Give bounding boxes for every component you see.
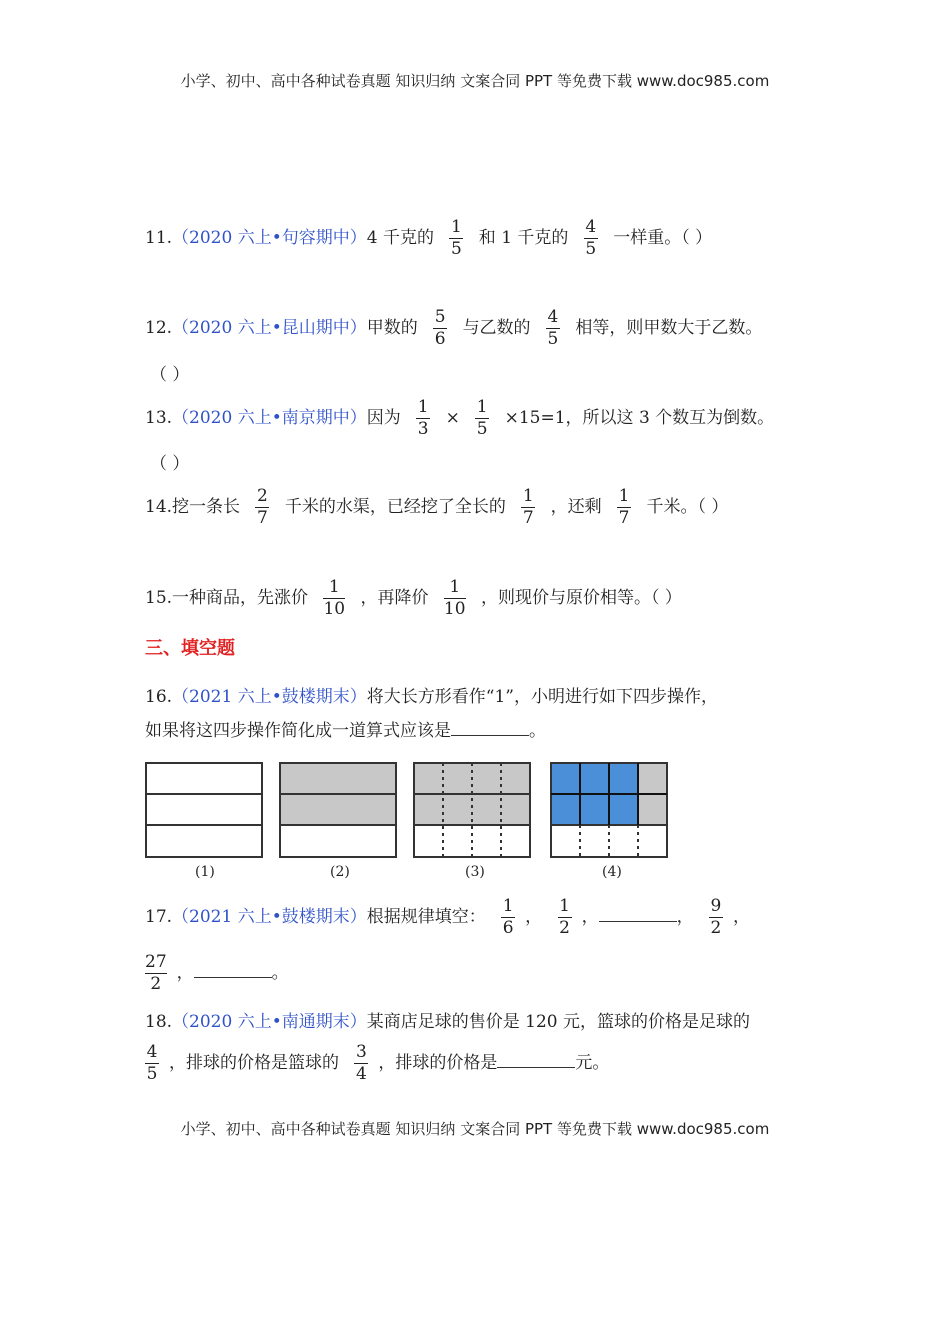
q11-fraction-1 (449, 218, 463, 259)
q18-number: 18. (145, 1012, 173, 1032)
q16-source: （2021 六上•鼓楼期末） (172, 687, 367, 707)
q17-sep: ， (676, 907, 694, 927)
q13-fraction-1 (416, 398, 430, 439)
q17-fraction-4 (145, 953, 167, 994)
denominator: 6 (434, 329, 446, 349)
q13-answer-paren: （ ） (150, 454, 190, 474)
q13-fraction-2 (475, 398, 489, 439)
caption-2: (2) (330, 864, 350, 880)
numerator: 1 (559, 896, 570, 916)
page-footer: 小学、初中、高中各种试卷真题 知识归纳 文案合同 PPT 等免费下载 www.doc985.com (180, 1120, 770, 1138)
q12-text3: 相等，则甲数大于乙数。 (575, 318, 763, 338)
q17-sep: ， (732, 907, 750, 927)
q14-text1: 挖一条长 (172, 497, 241, 517)
denominator: 2 (150, 974, 162, 994)
question-17 (145, 897, 750, 938)
numerator: 4 (585, 217, 597, 237)
denominator: 7 (257, 508, 268, 528)
q14-text4: 千米。（ ） (646, 497, 729, 517)
q17-sep: ， (525, 907, 543, 927)
numerator: 4 (146, 1042, 158, 1062)
q13-times: × (445, 408, 460, 428)
q15-fraction-1 (323, 578, 345, 619)
denominator: 5 (450, 239, 462, 259)
q12-number: 12. (145, 318, 173, 338)
question-18-line2 (135, 1043, 609, 1084)
q11-text1: 4 千克的 (366, 228, 434, 248)
numerator: 1 (328, 577, 340, 597)
question-16-line2 (145, 720, 546, 742)
denominator: 7 (522, 508, 534, 528)
numerator: 3 (355, 1042, 367, 1062)
section-title-fill-blank: 三、填空题 (145, 638, 235, 659)
q17-end: 。 (271, 963, 289, 983)
q17-fraction-3 (709, 897, 723, 938)
q14-text2: 千米的水渠，已经挖了全长的 (284, 497, 506, 517)
q17-sep: ， (176, 963, 194, 983)
numerator: 1 (618, 486, 630, 506)
q14-fraction-1 (255, 487, 269, 528)
q11-text2: 和 1 千克的 (478, 228, 569, 248)
q13-text1: 因为 (366, 408, 401, 428)
question-13 (145, 398, 774, 439)
numerator: 27 (145, 952, 167, 972)
q17-answer-blank-2[interactable] (194, 963, 272, 978)
question-11 (145, 218, 712, 259)
q12-fraction-2 (546, 308, 560, 349)
q18-fraction-2 (354, 1043, 368, 1084)
q11-source: （2020 六上•句容期中） (172, 228, 367, 248)
q17-source: （2021 六上•鼓楼期末） (172, 907, 367, 927)
q18-text4: 元。 (575, 1053, 610, 1073)
q12-text1: 甲数的 (366, 318, 418, 338)
denominator: 7 (618, 508, 630, 528)
q16-text1: 将大长方形看作“1”，小明进行如下四步操作， (366, 687, 718, 707)
q18-text3: ，排球的价格是 (378, 1053, 498, 1073)
q11-text3: 一样重。（ ） (613, 228, 713, 248)
numerator: 9 (710, 896, 722, 916)
q17-sep: ， (581, 907, 599, 927)
q17-number: 17. (145, 907, 173, 927)
numerator: 1 (449, 577, 461, 597)
q12-fraction-1 (433, 308, 447, 349)
denominator: 5 (146, 1064, 158, 1084)
rect-step-2 (280, 763, 396, 857)
q14-number: 14. (145, 497, 173, 517)
denominator: 2 (559, 918, 570, 938)
q18-fraction-1 (145, 1043, 159, 1084)
question-12 (145, 308, 762, 349)
denominator: 10 (323, 599, 346, 619)
q18-answer-blank[interactable] (497, 1053, 575, 1068)
question-14 (145, 487, 728, 528)
q18-text2: ，排球的价格是篮球的 (169, 1053, 339, 1073)
numerator: 2 (257, 486, 268, 506)
q13-source: （2020 六上•南京期中） (172, 408, 367, 428)
q11-fraction-2 (584, 218, 598, 259)
q15-fraction-2 (444, 578, 466, 619)
q15-text1: 一种商品，先涨价 (172, 588, 309, 608)
denominator: 5 (476, 419, 488, 439)
q16-text3: 。 (529, 721, 546, 741)
q13-text3: ×15=1，所以这 3 个数互为倒数。 (504, 408, 775, 428)
denominator: 2 (710, 918, 722, 938)
q17-text1: 根据规律填空： (366, 907, 486, 927)
caption-1: (1) (195, 864, 215, 880)
q14-text3: ，还剩 (550, 497, 602, 517)
question-18 (145, 1011, 750, 1033)
q16-text2: 如果将这四步操作简化成一道算式应该是 (145, 721, 451, 741)
denominator: 3 (417, 419, 429, 439)
q14-fraction-2 (521, 487, 535, 528)
q15-text2: ，再降价 (360, 588, 429, 608)
rect-step-4 (551, 763, 667, 857)
q16-answer-blank[interactable] (451, 721, 529, 736)
q16-figure (145, 762, 675, 888)
numerator: 1 (522, 486, 534, 506)
denominator: 5 (547, 329, 559, 349)
q18-text1: 某商店足球的售价是 120 元，篮球的价格是足球的 (366, 1012, 751, 1032)
q17-fraction-2 (558, 897, 572, 938)
q18-source: （2020 六上•南通期末） (172, 1012, 367, 1032)
page-header: 小学、初中、高中各种试卷真题 知识归纳 文案合同 PPT 等免费下载 www.doc985.com (180, 72, 770, 90)
numerator: 1 (476, 397, 488, 417)
q15-text3: ，则现价与原价相等。（ ） (480, 588, 682, 608)
numerator: 1 (450, 217, 462, 237)
caption-3: (3) (465, 864, 485, 880)
question-16 (145, 686, 718, 708)
q17-fraction-1 (501, 897, 515, 938)
q14-fraction-3 (617, 487, 631, 528)
rect-step-1 (146, 763, 262, 857)
q17-answer-blank-1[interactable] (599, 907, 677, 922)
numerator: 1 (502, 896, 514, 916)
q13-number: 13. (145, 408, 173, 428)
caption-4: (4) (602, 864, 622, 880)
question-17-line2 (135, 953, 289, 994)
denominator: 4 (355, 1064, 367, 1084)
q15-number: 15. (145, 588, 173, 608)
numerator: 1 (417, 397, 429, 417)
denominator: 5 (585, 239, 597, 259)
q16-number: 16. (145, 687, 173, 707)
denominator: 6 (502, 918, 514, 938)
q11-number: 11. (145, 228, 173, 248)
four-step-rectangles-svg (145, 762, 675, 884)
numerator: 4 (547, 307, 559, 327)
question-15 (145, 578, 682, 619)
q12-source: （2020 六上•昆山期中） (172, 318, 367, 338)
q12-answer-paren: （ ） (150, 365, 190, 385)
denominator: 10 (443, 599, 466, 619)
rect-step-3 (414, 763, 530, 857)
numerator: 5 (434, 307, 446, 327)
q12-text2: 与乙数的 (462, 318, 531, 338)
